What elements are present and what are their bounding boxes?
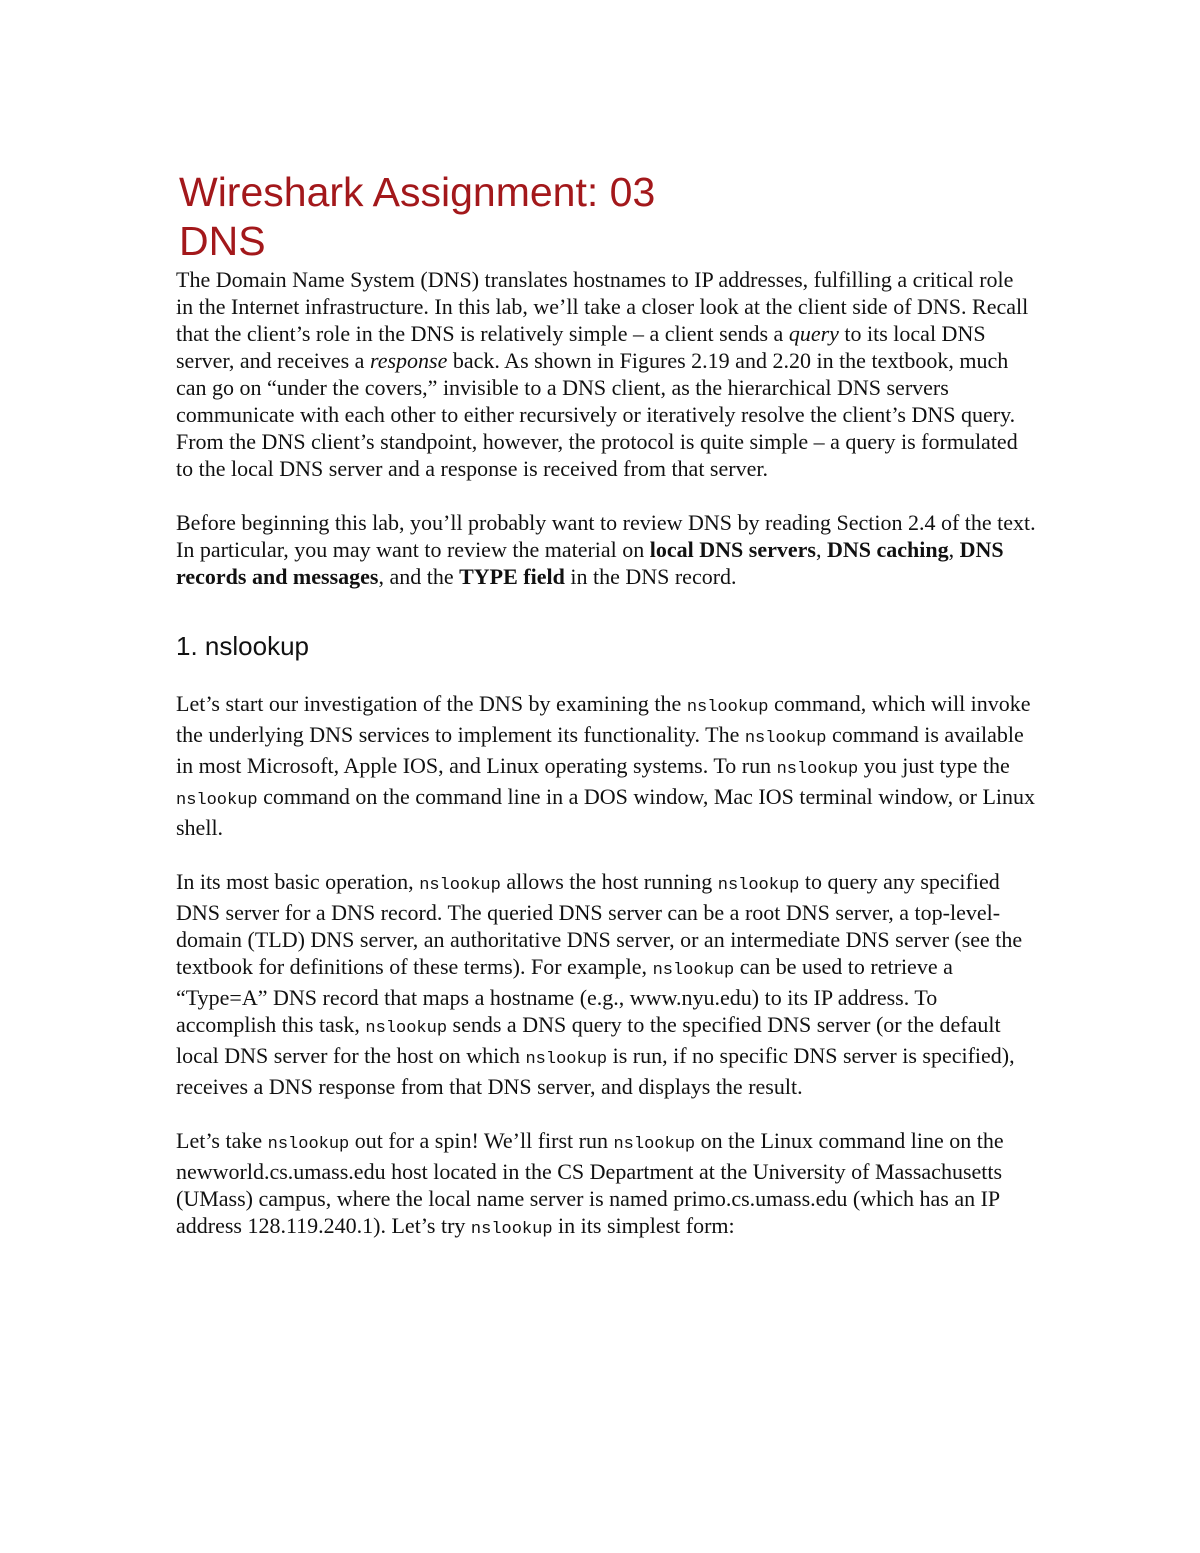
title-line-1: Wireshark Assignment: 03 bbox=[179, 169, 656, 215]
inline-code: nslookup bbox=[267, 1135, 350, 1154]
document-title bbox=[176, 168, 1036, 266]
inline-code: nslookup bbox=[176, 791, 258, 810]
inline-code: nslookup bbox=[744, 729, 827, 748]
inline-code: nslookup bbox=[652, 961, 735, 980]
document-page bbox=[176, 168, 1036, 1243]
bold-term: local DNS servers bbox=[649, 537, 816, 562]
nslookup-intro-paragraph: Let’s start our investigation of the DNS by examining the nslookup command, which will invoke the underlying DNS services to implement its functionality. The nslookup command is available in most Microsoft, Apple IOS, and Linux operating systems. To run nslookup you just type the nslookup command on the command line in a DOS window, Mac IOS terminal window, or Linux shell. bbox=[176, 691, 1036, 840]
bold-term: TYPE field bbox=[459, 564, 565, 589]
section-heading-nslookup: 1. nslookup bbox=[176, 631, 309, 661]
inline-code: nslookup bbox=[525, 1050, 608, 1069]
inline-code: nslookup bbox=[686, 698, 769, 717]
inline-code: nslookup bbox=[613, 1135, 696, 1154]
bold-term: DNS caching bbox=[826, 537, 949, 562]
before-paragraph: Before beginning this lab, you’ll probably want to review DNS by reading Section 2.4 of the text. In particular, you may want to review the material on local DNS servers, DNS caching, DNS records and messages, and the TYPE field in the DNS record. bbox=[176, 510, 1036, 589]
intro-paragraph: The Domain Name System (DNS) translates hostnames to IP addresses, fulfilling a critical role in the Internet infrastructure. In this lab, we’ll take a closer look at the client side of DNS. Recall that the client’s role in the DNS is relatively simple – a client sends a query to its local DNS server, and receives a response back. As shown in Figures 2.19 and 2.20 in the textbook, much can go on “under the covers,” invisible to a DNS client, as the hierarchical DNS servers communicate with each other to either recursively or iteratively resolve the client’s DNS query. From the DNS client’s standpoint, however, the protocol is quite simple – a query is formulated to the local DNS server and a response is received from that server. bbox=[176, 267, 1029, 481]
nslookup-operation-paragraph: In its most basic operation, nslookup allows the host running nslookup to query any specified DNS server for a DNS record. The queried DNS server can be a root DNS server, a top-level-domain (TLD) DNS server, an authoritative DNS server, or an intermediate DNS server (see the textbook for definitions of these terms). For example, nslookup can be used to retrieve a “Type=A” DNS record that maps a hostname (e.g., www.nyu.edu) to its IP address. To accomplish this task, nslookup sends a DNS query to the specified DNS server (or the default local DNS server for the host on which nslookup is run, if no specific DNS server is specified), receives a DNS response from that DNS server, and displays the result. bbox=[176, 869, 1023, 1099]
query-emphasis: query bbox=[788, 321, 839, 346]
inline-code: nslookup bbox=[717, 876, 800, 895]
inline-code: nslookup bbox=[365, 1019, 448, 1038]
inline-code: nslookup bbox=[776, 760, 859, 779]
title-line-2: DNS bbox=[179, 218, 266, 264]
inline-code: nslookup bbox=[419, 876, 501, 895]
inline-code: nslookup bbox=[470, 1220, 553, 1239]
response-emphasis: response bbox=[369, 348, 448, 373]
bold-term: DNS records and messages bbox=[176, 537, 1004, 589]
nslookup-spin-paragraph: Let’s take nslookup out for a spin! We’ll first run nslookup on the Linux command line on the newworld.cs.umass.edu host located in the CS Department at the University of Massachusetts (UMass) campus, where the local name server is named primo.cs.umass.edu (which has an IP address 128.119.240.1). Let’s try nslookup in its simplest form: bbox=[176, 1128, 1004, 1239]
